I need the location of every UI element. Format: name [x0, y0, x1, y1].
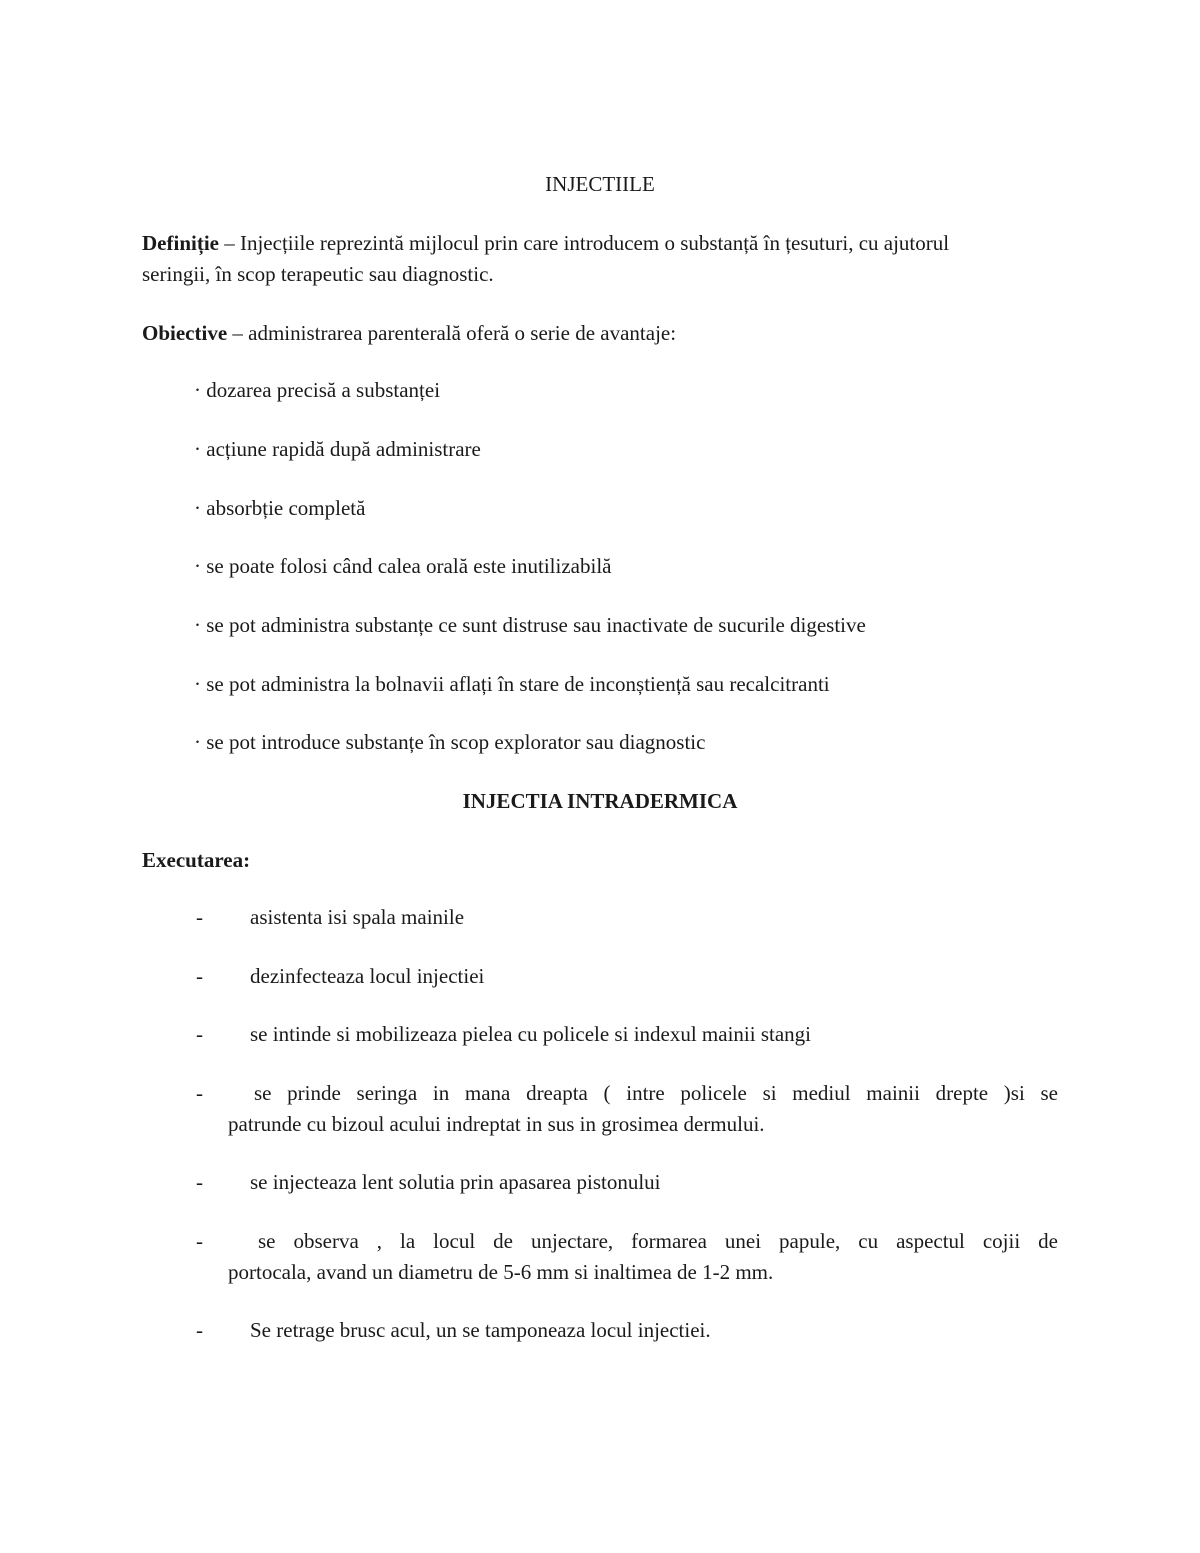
- section-subheading: [142, 845, 250, 875]
- section-heading-text: INJECTIA INTRADERMICA: [462, 789, 738, 813]
- objective-item: · se pot administra substanțe ce sunt distruse sau inactivate de sucurile digestive: [194, 613, 866, 637]
- definition-paragraph-line2: seringii, în scop terapeutic sau diagnostic.: [142, 262, 494, 286]
- step-text: Se retrage brusc acul, un se tamponeaza locul injectiei.: [250, 1318, 711, 1342]
- objective-item: · se pot introduce substanțe în scop explorator sau diagnostic: [194, 730, 706, 754]
- section-subheading-text: Executarea:: [142, 848, 251, 872]
- step-text: se injecteaza lent solutia prin apasarea pistonului: [250, 1170, 661, 1194]
- step-text: se intinde si mobilizeaza pielea cu policele si indexul mainii stangi: [250, 1022, 812, 1046]
- step-text: se prinde seringa in mana dreapta ( intre policele si mediul mainii drepte )si se: [254, 1081, 1058, 1105]
- step-text: asistenta isi spala mainile: [250, 905, 465, 929]
- dash-marker: -: [196, 905, 203, 929]
- dash-marker: -: [196, 1081, 203, 1105]
- objective-item: · acțiune rapidă după administrare: [194, 437, 481, 461]
- dash-marker: -: [196, 964, 203, 988]
- objective-item: · absorbție completă: [194, 496, 366, 520]
- objective-item: · se poate folosi când calea orală este inutilizabilă: [194, 554, 612, 578]
- dash-marker: -: [196, 1318, 203, 1342]
- step-text-continued: patrunde cu bizoul acului indreptat in sus in grosimea dermului.: [228, 1112, 765, 1136]
- objective-item: · se pot administra la bolnavii aflați în stare de inconștiență sau recalcitranti: [194, 672, 830, 696]
- definition-label: Definiție: [142, 231, 219, 255]
- definition-paragraph-line1: [142, 228, 949, 258]
- definition-text: – Injecțiile reprezintă mijlocul prin care introducem o substanță în țesuturi, cu ajutorul: [218, 231, 950, 255]
- dash-marker: -: [196, 1022, 203, 1046]
- objective-item: · dozarea precisă a substanței: [194, 378, 441, 402]
- objectives-label: Obiective: [142, 321, 228, 345]
- step-text: se observa , la locul de unjectare, formarea unei papule, cu aspectul cojii de: [258, 1229, 1058, 1253]
- step-text-continued: portocala, avand un diametru de 5-6 mm si inaltimea de 1-2 mm.: [228, 1260, 774, 1284]
- objectives-paragraph: [142, 318, 676, 348]
- dash-marker: -: [196, 1229, 203, 1253]
- section-heading: [142, 786, 1058, 816]
- objectives-text: – administrarea parenterală oferă o serie de avantaje:: [227, 321, 677, 345]
- document-title: INJECTIILE: [545, 172, 655, 196]
- dash-marker: -: [196, 1170, 203, 1194]
- step-text: dezinfecteaza locul injectiei: [250, 964, 485, 988]
